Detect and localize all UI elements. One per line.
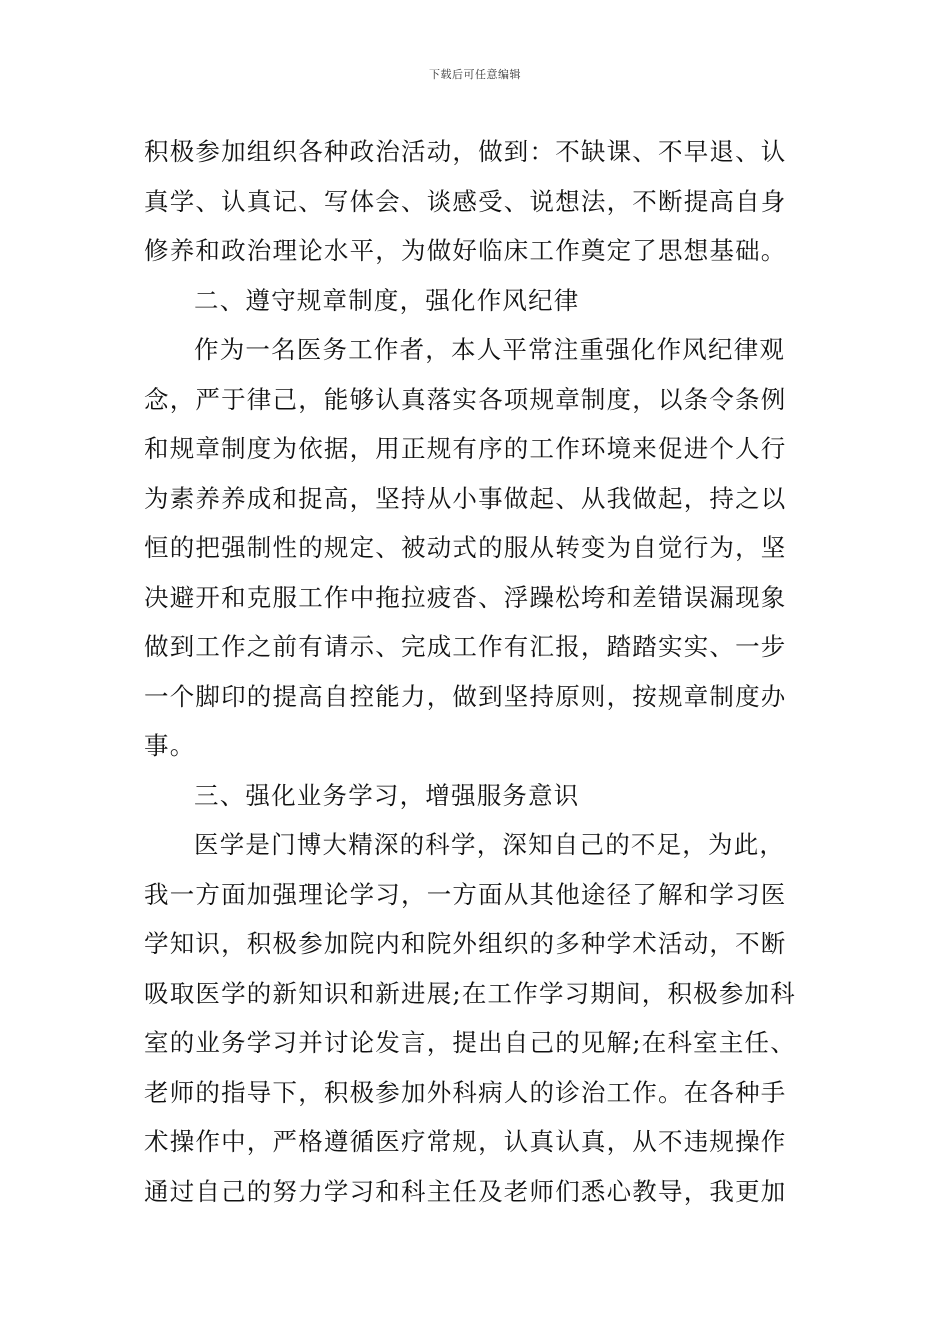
text-line: 事。 [144, 731, 196, 760]
text-line: 吸取医学的新知识和新进展;在工作学习期间，积极参加科 [144, 978, 796, 1008]
text-line: 学知识，积极参加院内和院外组织的多种学术活动，不断 [144, 929, 787, 958]
text-line: 积极参加组织各种政治活动，做到：不缺课、不早退、认 [144, 137, 787, 166]
text-line: 念，严于律己，能够认真落实各项规章制度，以条令条例 [144, 384, 787, 414]
text-line: 室的业务学习并讨论发言，提出自己的见解;在科室主任、 [144, 1028, 796, 1057]
text-line: 一个脚印的提高自控能力，做到坚持原则，按规章制度办 [144, 681, 787, 711]
text-line: 三、强化业务学习，增强服务意识 [194, 780, 580, 810]
text-line: 术操作中，严格遵循医疗常规，认真认真，从不违规操作 [144, 1127, 787, 1156]
text-line: 决避开和克服工作中拖拉疲沓、浮躁松垮和差错误漏现象 [144, 582, 787, 612]
page-header-note: 下载后可任意编辑 [429, 68, 521, 81]
text-line: 医学是门博大精深的科学，深知自己的不足，为此， [194, 830, 786, 859]
text-line: 为素养养成和捉高，坚持从小事做起、从我做起，持之以 [144, 483, 787, 513]
text-line: 二、遵守规章制度，强化作风纪律 [194, 285, 580, 315]
text-line: 通过自己的努力学习和科主任及老师们悉心教导，我更加 [144, 1176, 787, 1206]
text-line: 和规章制度为依据，用正规有序的工作环境来促进个人行 [144, 434, 787, 463]
text-line: 做到工作之前有请示、完成工作有汇报，踏踏实实、一步 [144, 632, 787, 661]
text-line: 修养和政治理论水平，为做好临床工作奠定了思想基础。 [144, 236, 787, 265]
text-line: 作为一名医务工作者，本人平常注重强化作风纪律观 [194, 335, 786, 364]
text-line: 我一方面加强理论学习，一方面从其他途径了解和学习医 [144, 879, 787, 909]
text-line: 恒的把强制性的规定、被动式的服从转变为自觉行为，坚 [144, 533, 787, 562]
document-body [144, 127, 809, 1216]
text-line: 老师的指导下，积极参加外科病人的诊治工作。在各种手 [144, 1077, 787, 1107]
text-line: 真学、认真记、写体会、谈感受、说想法，不断提高自身 [144, 186, 787, 216]
